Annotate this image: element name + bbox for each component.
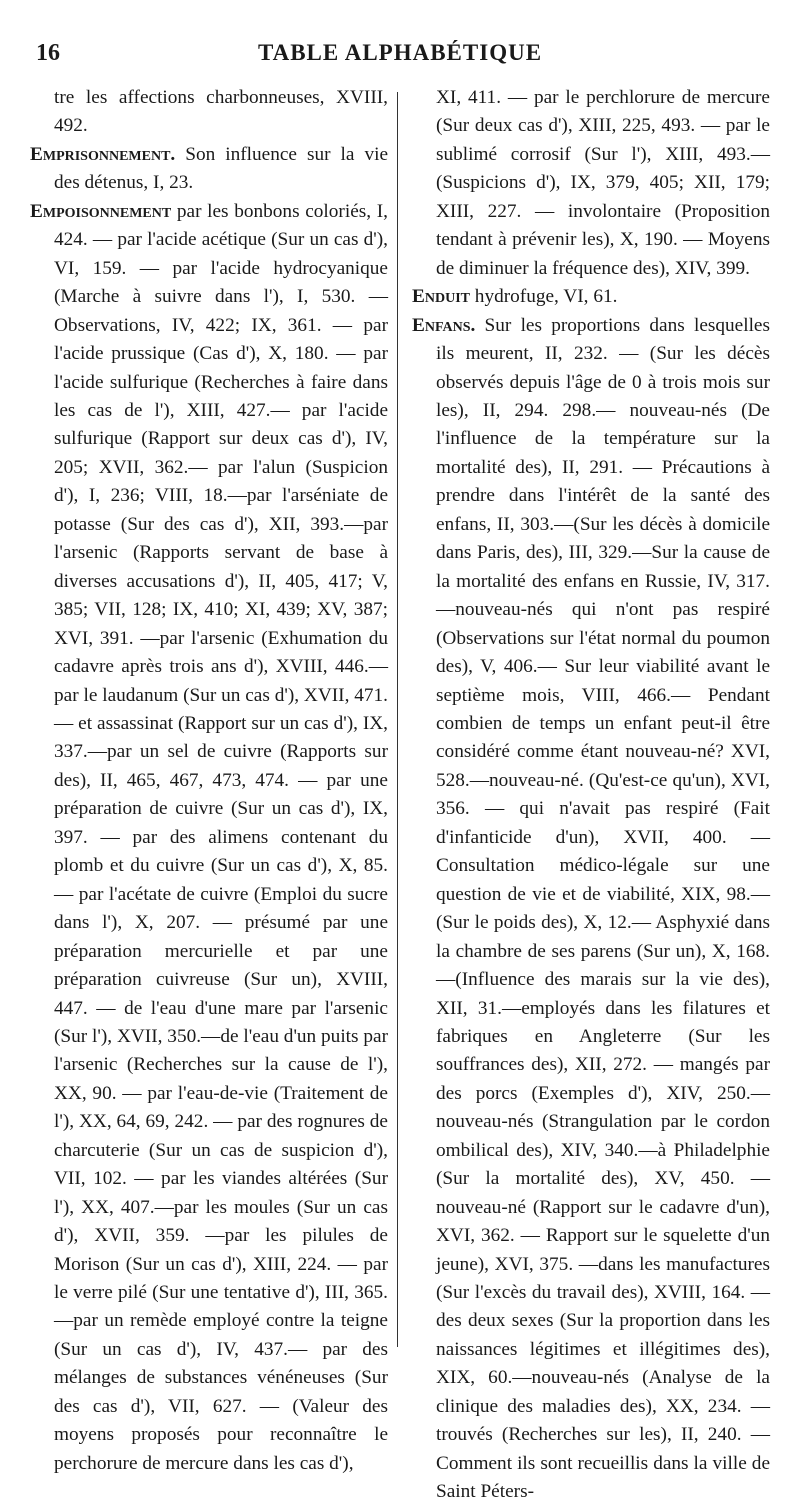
entry-headword: Enduit <box>412 286 470 308</box>
entry-text: hydrofuge, VI, 61. <box>469 286 618 308</box>
entry-headword: Empoisonnement <box>30 200 172 222</box>
right-column <box>412 84 770 1507</box>
left-column <box>30 84 388 1478</box>
index-entry-enduit <box>412 283 770 311</box>
index-entry-enfans <box>412 312 770 1507</box>
index-entry-emprisonnement <box>30 141 388 198</box>
index-entry-empoisonnement <box>30 198 388 1478</box>
entry-text: par les bonbons coloriés, I, 424. — par l'acide acétique (Sur un cas d'), VI, 159. — par l'acide hydrocyanique (Marche à suivre dans l'), I, 530. — Observations, IV, 422; IX, 361. — par l'acide prussique (Cas d'), X, 180. — par l'acide sulfurique (Recherches à faire dans les cas de l'), XIII, 427.— par l'acide sulfurique (Rapport sur deux cas d'), IV, 205; XVII, 362.— par l'alun (Suspicion d'), I, 236; VIII, 18.—par l'arséniate de potasse (Sur des cas d'), XII, 393.—par l'arsenic (Rapports servant de base à diverses accusations d'), II, 405, 417; V, 385; VII, 128; IX, 410; XI, 439; XV, 387; XVI, 391. —par l'arsenic (Exhumation du cadavre après trois ans d'), XVIII, 446.—par le laudanum (Sur un cas d'), XVII, 471.— et assassinat (Rapport sur un cas d'), IX, 337.—par un sel de cuivre (Rapports sur des), II, 465, 467, 473, 474. — par une préparation de cuivre (Sur un cas d'), IX, 397. — par des alimens contenant du plomb et du cuivre (Sur un cas d'), X, 85. — par l'acétate de cuivre (Emploi du sucre dans l'), X, 207. — présumé par une préparation mercurielle et par une préparation cuivreuse (Sur un), XVIII, 447. — de l'eau d'une mare par l'arsenic (Sur l'), XVII, 350.—de l'eau d'un puits par l'arsenic (Recherches sur la cause de l'), XX, 90. — par l'eau-de-vie (Traitement de l'), XX, 64, 69, 242. — par des rognures de charcuterie (Sur un cas de suspicion d'), VII, 102. — par les viandes altérées (Sur l'), XX, 407.—par les moules (Sur un cas d'), XVII, 359. —par les pilules de Morison (Sur un cas d'), XIII, 224. — par le verre pilé (Sur une tentative d'), III, 365.—par un remède employé contre la teigne (Sur un cas d'), IV, 437.— par des mélanges de substances vénéneuses (Sur des cas d'), VII, 627. — (Valeur des moyens proposés pour reconnaître le perchorure de mercure dans les cas d'), <box>54 200 388 1474</box>
page-number: 16 <box>36 40 60 66</box>
entry-text: Son influence sur la vie des détenus, I, 23. <box>54 143 388 194</box>
entry-headword: Enfans. <box>412 314 476 336</box>
continued-entry-text: XI, 411. — par le perchlorure de mercure (Sur deux cas d'), XIII, 225, 493. — par le sublimé corrosif (Sur l'), XIII, 493.—(Suspicions d'), IX, 379, 405; XII, 179; XIII, 227. — involontaire (Proposition tendant à prévenir les), X, 190. — Moyens de diminuer la fréquence des), XIV, 399. <box>436 87 770 279</box>
continued-entry-text: tre les affections charbonneuses, XVIII, 492. <box>54 87 388 137</box>
entry-text: Sur les proportions dans lesquelles ils meurent, II, 232. — (Sur les décès observés depuis l'âge de 0 à trois mois sur les), II, 294. 298.— nouveau-nés (De l'influence de la température sur la mortalité des), II, 291. — Précautions à prendre dans l'intérêt de la santé des enfans, II, 303.—(Sur les décès à domicile dans Paris, des), III, 329.—Sur la cause de la mortalité des enfans en Russie, IV, 317.—nouveau-nés qui n'ont pas respiré (Observations sur l'état normal du poumon des), V, 406.— Sur leur viabilité avant le septième mois, VIII, 466.— Pendant combien de temps un enfant peut-il être considéré comme étant nouveau-né? XVI, 528.—nouveau-né. (Qu'est-ce qu'un), XVI, 356. — qui n'avait pas respiré (Fait d'infanticide d'un), XVII, 400. — Consultation médico-légale sur une question de vie et de viabilité, XIX, 98.—(Sur le poids des), X, 12.— Asphyxié dans la chambre de ses parens (Sur un), X, 168.—(Influence des marais sur la vie des), XII, 31.—employés dans les filatures et fabriques en Angleterre (Sur les souffrances des), XII, 272. — mangés par des porcs (Exemples d'), XIV, 250.—nouveau-nés (Strangulation par le cordon ombilical des), XIV, 340.—à Philadelphie (Sur la mortalité des), XV, 450. —nouveau-né (Rapport sur le cadavre d'un), XVI, 362. — Rapport sur le squelette d'un jeune), XVI, 375. —dans les manufactures (Sur l'excès du travail des), XVIII, 164. — des deux sexes (Sur la proportion dans les naissances légitimes et illégitimes des), XIX, 60.—nouveau-nés (Analyse de la clinique des maladies des), XX, 234. —trouvés (Recherches sur les), II, 240. — Comment ils sont recueillis dans la ville de Saint Péters- <box>436 314 770 1503</box>
column-divider <box>397 92 398 1347</box>
entry-headword: Emprisonnement. <box>30 143 176 165</box>
running-title: TABLE ALPHABÉTIQUE <box>257 40 543 65</box>
